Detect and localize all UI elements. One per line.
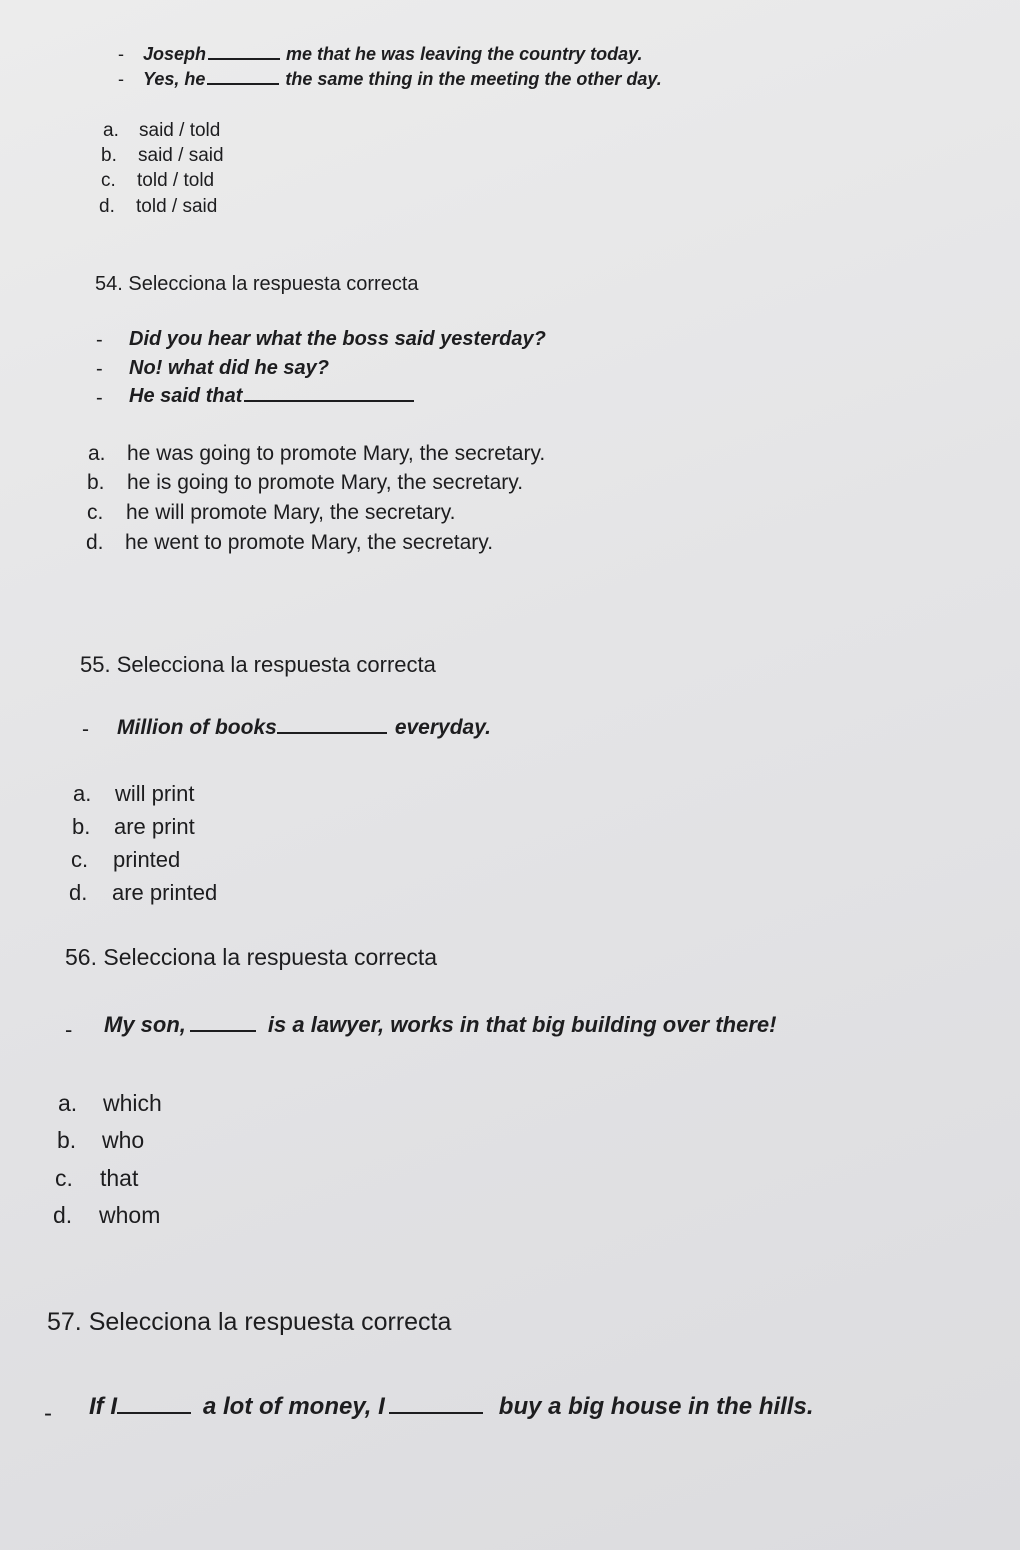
question-title: 55. Selecciona la respuesta correcta <box>80 652 436 677</box>
option-c[interactable]: c. that <box>55 1165 139 1191</box>
answer-blank <box>244 399 414 402</box>
option-a[interactable]: a. will print <box>73 781 195 806</box>
option-d[interactable]: d. are printed <box>69 880 218 905</box>
option-a[interactable]: a. said / told <box>103 120 221 141</box>
option-d[interactable]: d. whom <box>53 1202 161 1228</box>
answer-blank <box>117 1411 191 1414</box>
option-b[interactable]: b. who <box>57 1127 145 1153</box>
question-title: 56. Selecciona la respuesta correcta <box>65 944 438 970</box>
dialogue-line: No! what did he say? <box>129 357 330 379</box>
answer-blank <box>277 731 387 734</box>
dialogue-line: - <box>118 44 124 64</box>
option-c[interactable]: c. told / told <box>101 170 215 191</box>
question-title: 57. Selecciona la respuesta correcta <box>47 1308 452 1336</box>
option-c[interactable]: c. he will promote Mary, the secretary. <box>87 501 456 524</box>
option-d[interactable]: d. told / said <box>99 196 218 217</box>
answer-blank <box>207 82 279 85</box>
dialogue-line: He said that <box>129 385 414 408</box>
answer-blank <box>208 57 280 60</box>
worksheet-page: - Joseph me that he was leaving the country today. - Yes, he the same thing in the meeting the other day. a. said / told b. said / said c. told / told d. told / said 54. Selecciona la respuesta correcta - Did you hear what the boss said yesterday? - No! what did he say? - He said that a. he was going to promote Mary, the secretary. b. he is going to promote Mary, the secretary. c. he will promote Mary, the secretary. d. he went to promote Mary, the secretary. 55. Selecciona la respuesta correcta - Million of books everyday. a. will print b. are print c. printed d. are printed 56. Selecciona la respuesta correcta - My son, is a lawyer, works in that big building over there! a. which b. who c. that d. whom 57. Selecciona la respuesta correcta - If I a lot of money, I buy a big house in the hills. <box>44 44 814 1427</box>
dialogue-line: Yes, he the same thing in the meeting the other day. <box>143 69 662 89</box>
option-d[interactable]: d. he went to promote Mary, the secretary. <box>86 531 494 554</box>
dialogue-line: Joseph me that he was leaving the country today. <box>143 44 643 64</box>
question-title: 54. Selecciona la respuesta correcta <box>95 273 419 295</box>
dialogue-line: Did you hear what the boss said yesterday? <box>129 328 546 350</box>
option-b[interactable]: b. he is going to promote Mary, the secretary. <box>87 471 524 494</box>
answer-blank <box>190 1029 256 1032</box>
answer-blank <box>389 1411 483 1414</box>
option-b[interactable]: b. said / said <box>101 145 224 166</box>
option-c[interactable]: c. printed <box>71 847 181 872</box>
option-a[interactable]: a. which <box>58 1090 162 1116</box>
sentence: My son, is a lawyer, works in that big building over there! <box>104 1012 777 1037</box>
option-b[interactable]: b. are print <box>72 814 195 839</box>
sentence: Million of books everyday. <box>117 716 491 739</box>
sentence: If I a lot of money, I buy a big house in the hills. <box>89 1393 814 1420</box>
option-a[interactable]: a. he was going to promote Mary, the secretary. <box>88 442 546 465</box>
